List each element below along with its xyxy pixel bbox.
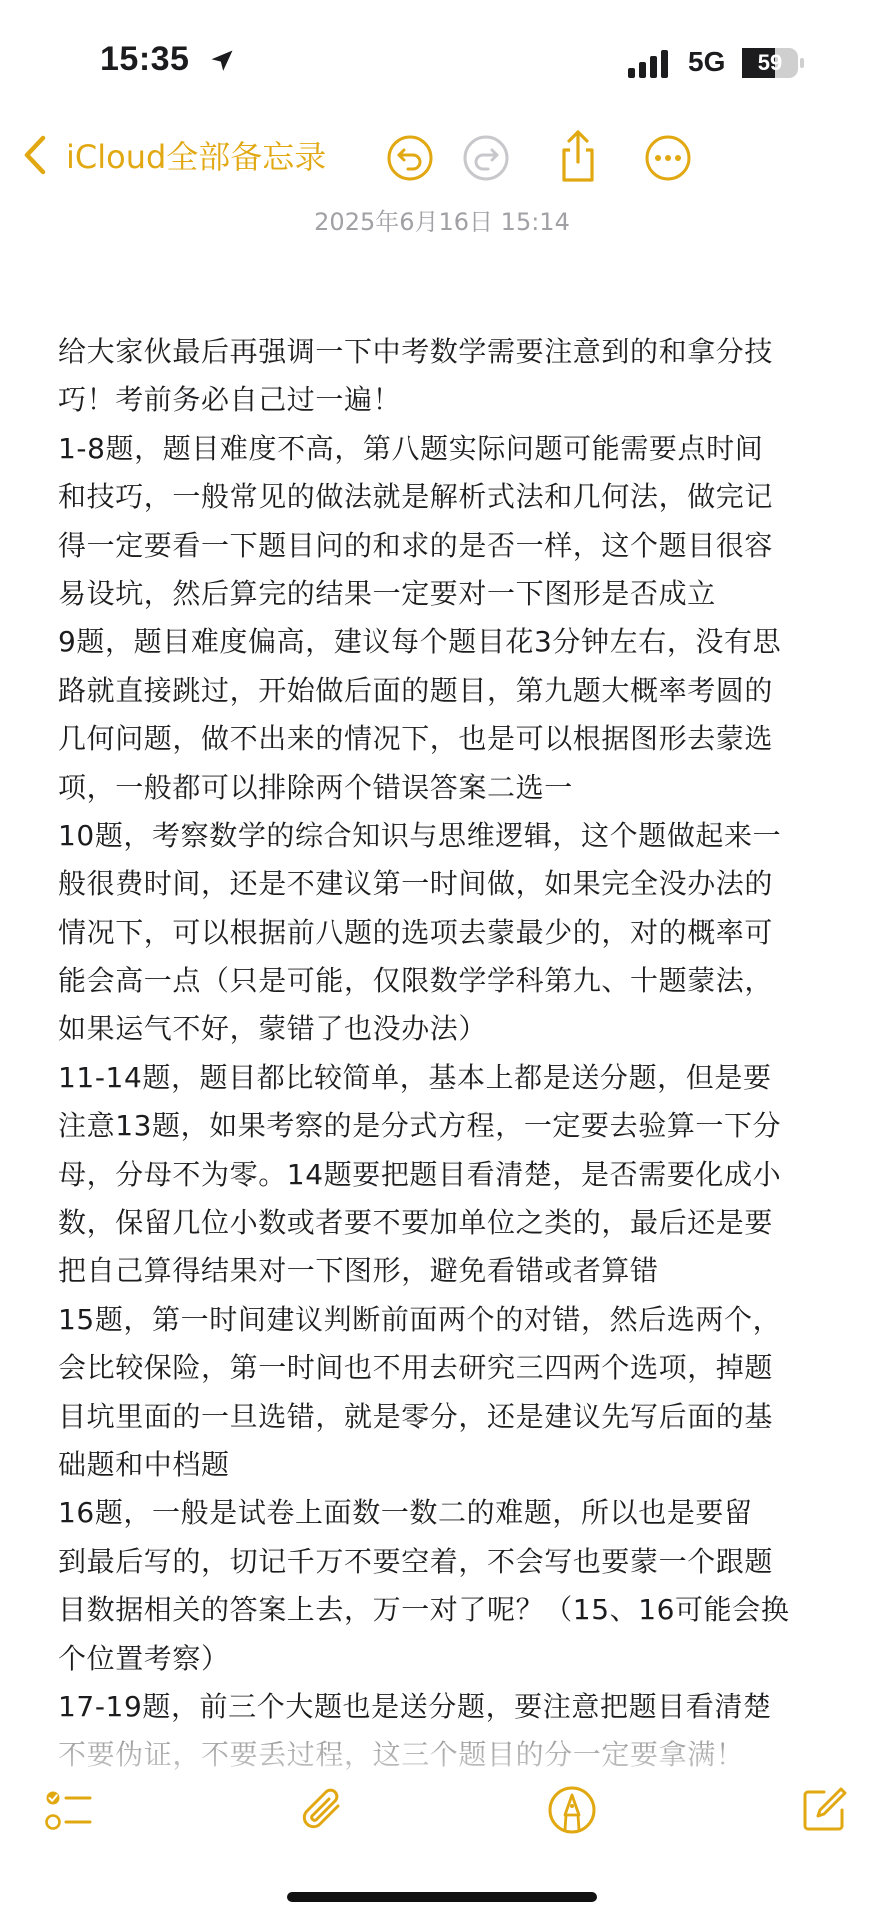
- battery-tip: [800, 58, 804, 68]
- location-arrow-icon: [208, 47, 236, 75]
- status-bar: [0, 0, 884, 120]
- note-text-line: 到最后写的，切记千万不要空着，不会写也要蒙一个跟题: [58, 1544, 774, 1578]
- note-text-line: 16题，一般是试卷上面数一数二的难题，所以也是要留: [58, 1496, 753, 1530]
- note-text-line: 能会高一点（只是可能，仅限数学学科第九、十题蒙法，: [58, 964, 774, 998]
- compose-icon[interactable]: [798, 1784, 850, 1836]
- note-text-line: 给大家伙最后再强调一下中考数学需要注意到的和拿分技: [58, 335, 774, 368]
- note-text-line: 注意13题，如果考察的是分式方程，一定要去验算一下分: [58, 1109, 782, 1143]
- note-body[interactable]: [58, 328, 828, 1748]
- note-text-line: 和技巧，一般常见的做法就是解析式法和几何法，做完记: [58, 480, 774, 514]
- back-label: iCloud全部备忘录: [66, 138, 327, 176]
- battery-indicator: [742, 48, 806, 78]
- note-text-line: 目坑里面的一旦选错，就是零分，还是建议先写后面的基: [58, 1399, 774, 1433]
- note-text-line: 会比较保险，第一时间也不用去研究三四两个选项，掉题: [58, 1351, 774, 1385]
- share-icon[interactable]: [554, 128, 602, 184]
- note-text-line: 母，分母不为零。14题要把题目看清楚，是否需要化成小: [58, 1157, 782, 1191]
- note-text-line: 9题，题目难度偏高，建议每个题目花3分钟左右，没有思: [58, 625, 782, 659]
- note-text-line: 如果运气不好，蒙错了也没办法）: [58, 1012, 488, 1046]
- redo-icon[interactable]: [462, 134, 510, 182]
- paperclip-icon[interactable]: [298, 1784, 350, 1836]
- note-text-line: 易设坑，然后算完的结果一定要对一下图形是否成立: [58, 576, 716, 610]
- note-text-line: 项，一般都可以排除两个错误答案二选一: [58, 770, 573, 804]
- markup-pen-icon[interactable]: [546, 1784, 598, 1836]
- note-text-line: 般很费时间，还是不建议第一时间做，如果完全没办法的: [58, 867, 774, 901]
- network-type: 5G: [688, 46, 726, 77]
- cellular-signal-icon: [628, 50, 672, 78]
- battery-percentage: 59: [757, 50, 783, 75]
- home-indicator: [287, 1892, 597, 1902]
- note-text-line: 个位置考察）: [58, 1641, 230, 1675]
- note-text-line: 几何问题，做不出来的情况下，也是可以根据图形去蒙选: [58, 722, 774, 756]
- battery-body: [742, 48, 798, 78]
- back-to-folders-button[interactable]: [22, 132, 326, 178]
- note-text-line: 数，保留几位小数或者要不要加单位之类的，最后还是要: [58, 1206, 774, 1240]
- note-text-line: 情况下，可以根据前八题的选项去蒙最少的，对的概率可: [58, 915, 774, 949]
- note-text-line: 10题，考察数学的综合知识与思维逻辑，这个题做起来一: [58, 818, 782, 852]
- status-time: 15:35: [100, 40, 190, 78]
- checklist-icon[interactable]: [44, 1784, 96, 1836]
- note-text-line: 15题，第一时间建议判断前面两个的对错，然后选两个，: [58, 1302, 782, 1336]
- note-text-line: 得一定要看一下题目问的和求的是否一样，这个题目很容: [58, 528, 774, 562]
- note-text-line: 1-8题，题目难度不高，第八题实际问题可能需要点时间: [58, 431, 764, 465]
- note-text-line: 17-19题，前三个大题也是送分题，要注意把题目看清楚: [58, 1689, 772, 1723]
- note-text-line: 巧！考前务必自己过一遍！: [58, 383, 402, 417]
- chevron-left-icon: [22, 133, 48, 177]
- note-text-line: 路就直接跳过，开始做后面的题目，第九题大概率考圆的: [58, 673, 774, 707]
- note-date: 2025年6月16日 15:14: [314, 208, 570, 236]
- note-text-line: 把自己算得结果对一下图形，避免看错或者算错: [58, 1254, 659, 1288]
- note-text-line: 11-14题，题目都比较简单，基本上都是送分题，但是要: [58, 1060, 772, 1094]
- note-text-line: 目数据相关的答案上去，万一对了呢？（15、16可能会换: [58, 1593, 790, 1627]
- undo-icon[interactable]: [386, 134, 434, 182]
- more-options-icon[interactable]: [644, 134, 692, 182]
- note-text-line: 础题和中档题: [58, 1447, 230, 1481]
